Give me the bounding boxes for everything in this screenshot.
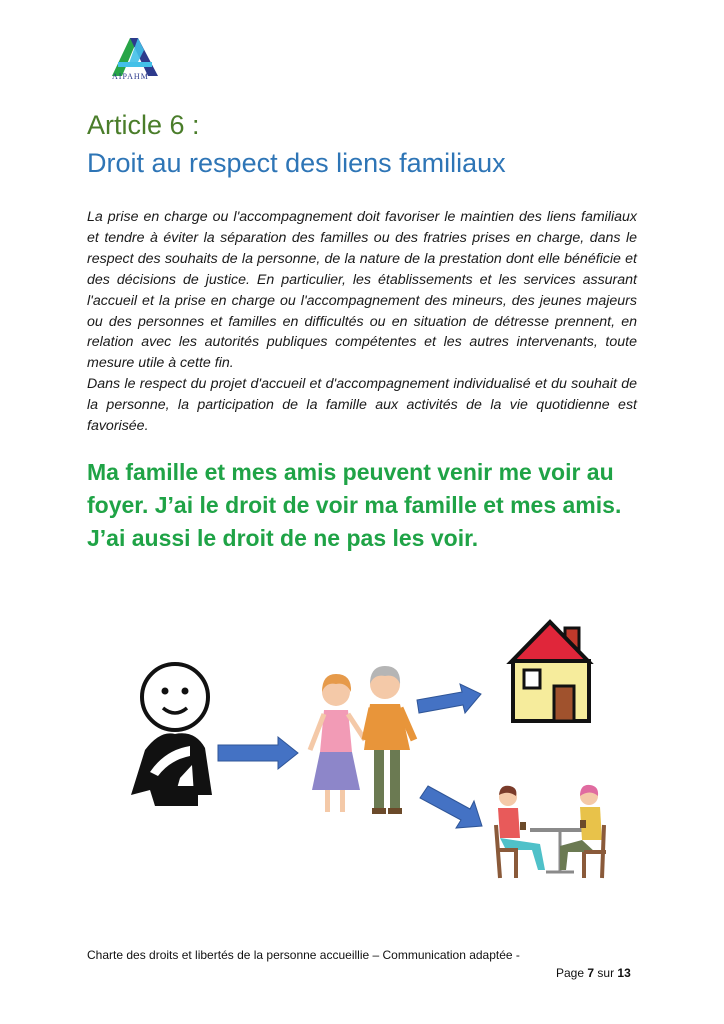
legal-text (87, 207, 637, 437)
page-total: 13 (617, 966, 631, 980)
page-current: 7 (587, 966, 595, 980)
arrow-down-right-icon (420, 786, 482, 828)
page-label: Page (556, 966, 585, 980)
article-title: Droit au respect des liens familiaux (87, 148, 506, 178)
footer-text: Charte des droits et libertés de la personne accueillie – Communication adaptée - (87, 948, 520, 962)
page-number (556, 966, 631, 980)
easy-read-text (87, 456, 647, 555)
friends-at-cafe-icon (496, 785, 606, 878)
house-icon (511, 622, 589, 721)
legal-paragraph-1: La prise en charge ou l'accompagnement doit favoriser le maintien des liens familiaux et tendre à éviter la séparation des familles ou des fratries prises en charge, dans le respect des souhaits de la personne, de la nature de la prestation dont elle bénéficie et des décisions de justice. En particulier, les établissements et les services assurant l'accueil et la prise en charge ou l'accompagnement des mineurs, des jeunes majeurs ou des personnes et familles en difficultés ou en situation de détresse prennent, en relation avec les autorités publiques compétentes et les autres intervenants, toute mesure utile à cette fin. (87, 209, 637, 372)
couple-icon (310, 666, 414, 814)
arrow-right-icon (218, 737, 298, 769)
arrow-up-right-icon (417, 684, 481, 713)
logo-text: AIPAHM (112, 72, 149, 81)
easy-read-line-2: foyer. J’ai le droit de voir ma famille et mes amis. (87, 492, 622, 518)
article-number: Article 6 : (87, 110, 200, 140)
easy-read-line-3: J’ai aussi le droit de ne pas les voir. (87, 525, 479, 551)
legal-paragraph-2: Dans le respect du projet d'accueil et d'accompagnement individualisé et du souhait de la personne, la participation de la famille aux activités de la vie quotidienne est favorisée. (87, 376, 637, 435)
family-illustration (0, 600, 724, 900)
person-pictogram-icon (131, 664, 212, 806)
page-sep: sur (597, 966, 615, 980)
easy-read-line-1: Ma famille et mes amis peuvent venir me voir au (87, 459, 614, 485)
